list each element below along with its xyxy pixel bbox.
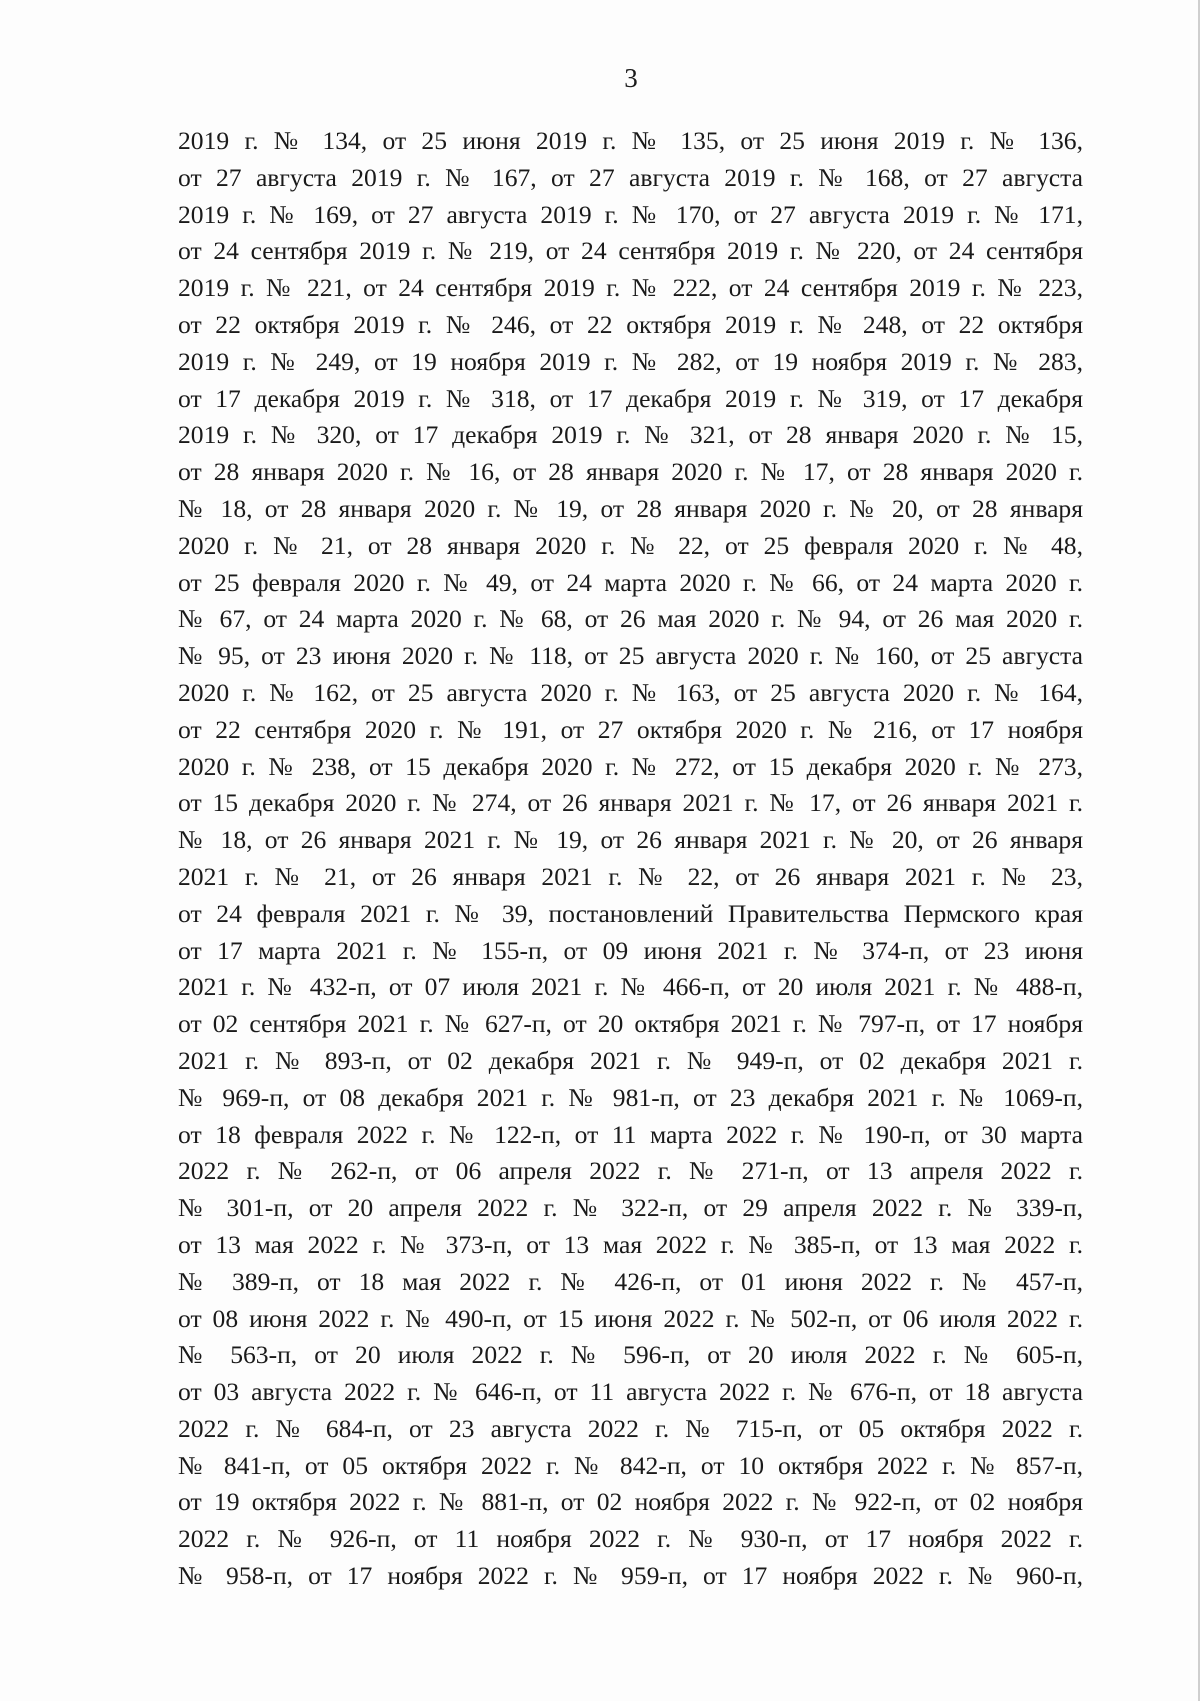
- text-line: 2019 г. № 249, от 19 ноября 2019 г. № 282, от 19 ноября 2019 г. № 283,: [178, 346, 1083, 376]
- text-line: 2019 г. № 134, от 25 июня 2019 г. № 135, от 25 июня 2019 г. № 136,: [178, 126, 1083, 155]
- text-line: 2022 г. № 262-п, от 06 апреля 2022 г. № 271-п, от 13 апреля 2022 г.: [178, 1156, 1083, 1186]
- text-line: 2021 г. № 893-п, от 02 декабря 2021 г. № 949-п, от 02 декабря 2021 г.: [178, 1045, 1083, 1075]
- text-line: 2021 г. № 21, от 26 января 2021 г. № 22, от 26 января 2021 г. № 23,: [178, 861, 1083, 891]
- text-line: № 389-п, от 18 мая 2022 г. № 426-п, от 01 июня 2022 г. № 457-п,: [178, 1266, 1083, 1296]
- text-line: 2020 г. № 238, от 15 декабря 2020 г. № 272, от 15 декабря 2020 г. № 273,: [178, 751, 1083, 781]
- page-number: 3: [624, 63, 638, 93]
- text-line: 2022 г. № 926-п, от 11 ноября 2022 г. № 930-п, от 17 ноября 2022 г.: [178, 1524, 1083, 1554]
- text-line: от 22 октября 2019 г. № 246, от 22 октября 2019 г. № 248, от 22 октября: [178, 309, 1083, 339]
- text-line: от 03 августа 2022 г. № 646-п, от 11 августа 2022 г. № 676-п, от 18 августа: [178, 1377, 1083, 1407]
- text-line: от 24 февраля 2021 г. № 39, постановлений Правительства Пермского края: [178, 898, 1083, 928]
- text-line: 2022 г. № 684-п, от 23 августа 2022 г. № 715-п, от 05 октября 2022 г.: [178, 1413, 1083, 1443]
- text-line: от 24 сентября 2019 г. № 219, от 24 сентября 2019 г. № 220, от 24 сентября: [178, 236, 1083, 266]
- text-line: от 15 декабря 2020 г. № 274, от 26 января 2021 г. № 17, от 26 января 2021 г.: [178, 788, 1083, 818]
- text-line: № 18, от 26 января 2021 г. № 19, от 26 января 2021 г. № 20, от 26 января: [178, 825, 1083, 855]
- body-text: [178, 123, 1083, 1595]
- text-line: от 27 августа 2019 г. № 167, от 27 августа 2019 г. № 168, от 27 августа: [178, 162, 1083, 192]
- text-line: № 958-п, от 17 ноября 2022 г. № 959-п, от 17 ноября 2022 г. № 960-п,: [178, 1561, 1083, 1591]
- text-line: 2019 г. № 169, от 27 августа 2019 г. № 170, от 27 августа 2019 г. № 171,: [178, 199, 1083, 229]
- text-line: от 17 декабря 2019 г. № 318, от 17 декабря 2019 г. № 319, от 17 декабря: [178, 383, 1083, 413]
- text-line: № 95, от 23 июня 2020 г. № 118, от 25 августа 2020 г. № 160, от 25 августа: [178, 641, 1083, 671]
- text-line: 2020 г. № 162, от 25 августа 2020 г. № 163, от 25 августа 2020 г. № 164,: [178, 677, 1083, 707]
- text-line: от 22 сентября 2020 г. № 191, от 27 октября 2020 г. № 216, от 17 ноября: [178, 714, 1083, 744]
- text-line: № 969-п, от 08 декабря 2021 г. № 981-п, от 23 декабря 2021 г. № 1069-п,: [178, 1082, 1083, 1112]
- text-line: от 08 июня 2022 г. № 490-п, от 15 июня 2022 г. № 502-п, от 06 июля 2022 г.: [178, 1303, 1083, 1333]
- text-line: № 841-п, от 05 октября 2022 г. № 842-п, от 10 октября 2022 г. № 857-п,: [178, 1450, 1083, 1480]
- text-line: 2019 г. № 320, от 17 декабря 2019 г. № 321, от 28 января 2020 г. № 15,: [178, 420, 1083, 450]
- text-line: от 19 октября 2022 г. № 881-п, от 02 ноября 2022 г. № 922-п, от 02 ноября: [178, 1487, 1083, 1517]
- text-line: № 67, от 24 марта 2020 г. № 68, от 26 мая 2020 г. № 94, от 26 мая 2020 г.: [178, 604, 1083, 634]
- text-line: от 13 мая 2022 г. № 373-п, от 13 мая 2022 г. № 385-п, от 13 мая 2022 г.: [178, 1229, 1083, 1259]
- text-line: от 02 сентября 2021 г. № 627-п, от 20 октября 2021 г. № 797-п, от 17 ноября: [178, 1009, 1083, 1039]
- text-line: от 17 марта 2021 г. № 155-п, от 09 июня 2021 г. № 374-п, от 23 июня: [178, 935, 1083, 965]
- text-line: от 18 февраля 2022 г. № 122-п, от 11 марта 2022 г. № 190-п, от 30 марта: [178, 1119, 1083, 1149]
- text-line: № 563-п, от 20 июля 2022 г. № 596-п, от 20 июля 2022 г. № 605-п,: [178, 1340, 1083, 1370]
- text-line: от 25 февраля 2020 г. № 49, от 24 марта 2020 г. № 66, от 24 марта 2020 г.: [178, 567, 1083, 597]
- text-line: № 18, от 28 января 2020 г. № 19, от 28 января 2020 г. № 20, от 28 января: [178, 493, 1083, 523]
- text-line: 2021 г. № 432-п, от 07 июля 2021 г. № 466-п, от 20 июля 2021 г. № 488-п,: [178, 972, 1083, 1002]
- text-line: № 301-п, от 20 апреля 2022 г. № 322-п, от 29 апреля 2022 г. № 339-п,: [178, 1193, 1083, 1223]
- text-line: 2019 г. № 221, от 24 сентября 2019 г. № 222, от 24 сентября 2019 г. № 223,: [178, 273, 1083, 303]
- text-line: 2020 г. № 21, от 28 января 2020 г. № 22, от 25 февраля 2020 г. № 48,: [178, 530, 1083, 560]
- text-line: от 28 января 2020 г. № 16, от 28 января 2020 г. № 17, от 28 января 2020 г.: [178, 457, 1083, 487]
